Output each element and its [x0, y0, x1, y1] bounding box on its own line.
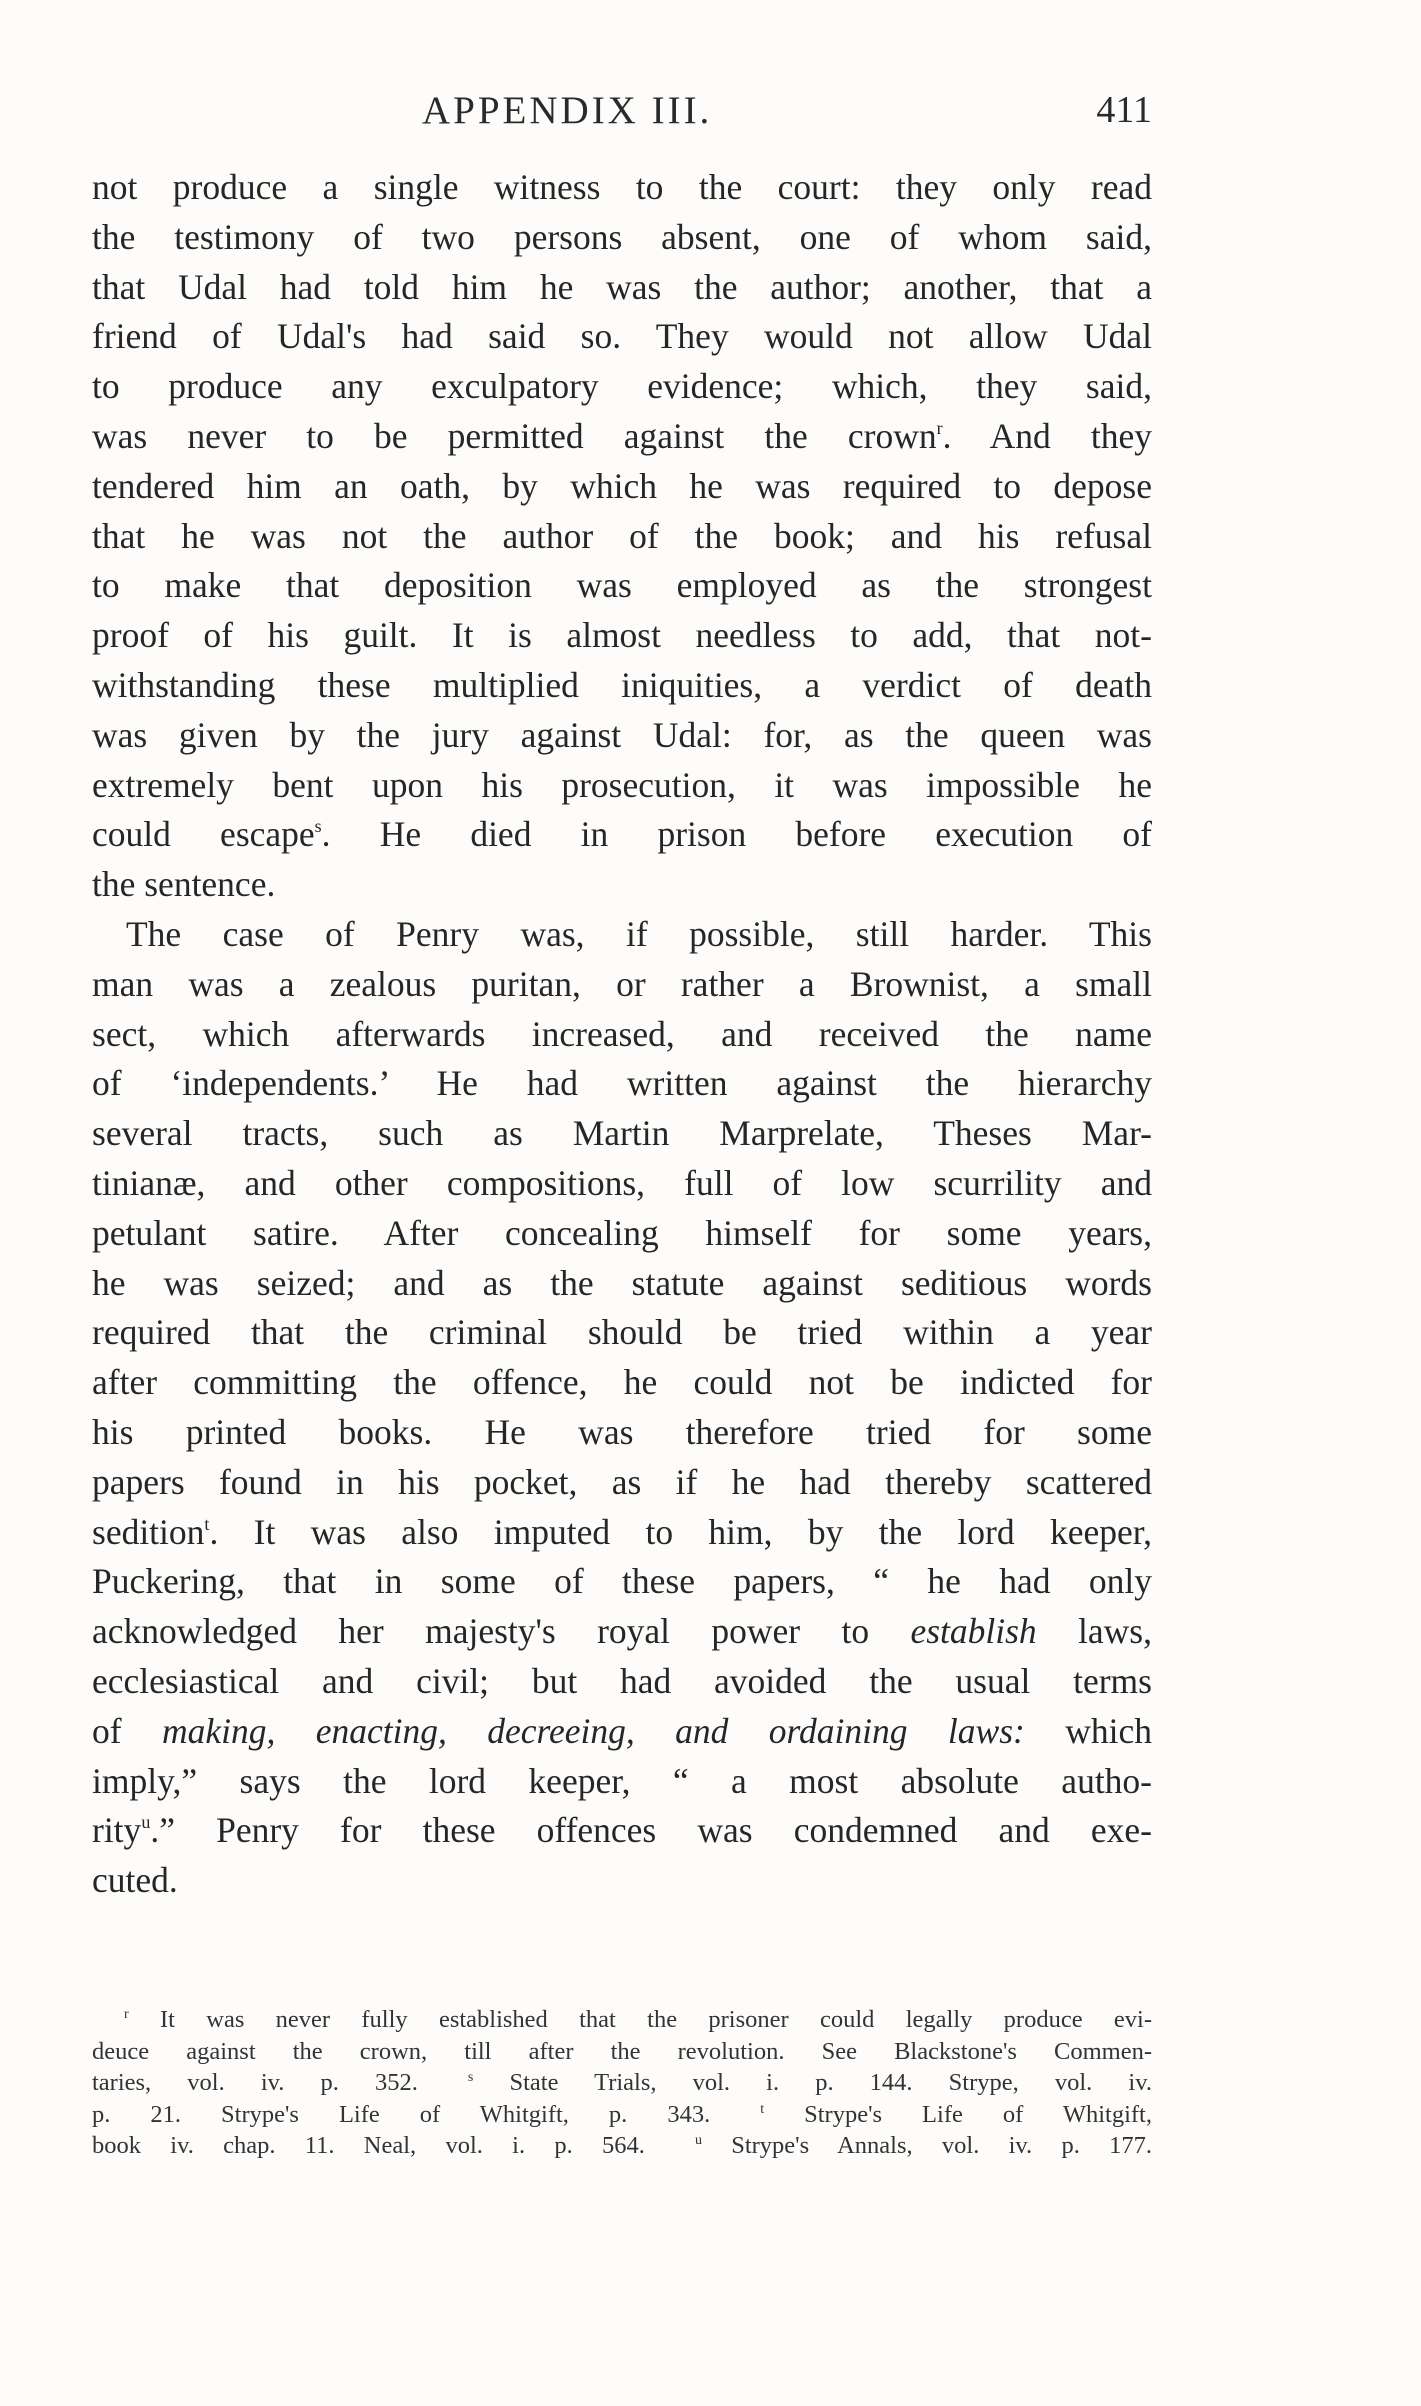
footnote-marker: s [467, 2070, 474, 2085]
page-number: 411 [1096, 89, 1152, 131]
footnote-line: deuce against the crown, till after the revolution. See Blackstone's Commen- [92, 2037, 1152, 2065]
text-line: of ‘independents.’ He had written against the hierarchy [92, 1063, 1152, 1104]
text-segment: rity [92, 1810, 142, 1851]
footnote-segment: p. 21. Strype's Life of Whitgift, p. 343. [92, 2100, 711, 2128]
text-line: man was a zealous puritan, or rather a Brownist, a small [92, 963, 1152, 1004]
footnote-line [92, 2130, 1152, 2162]
text-line: several tracts, such as Martin Marprelate, Theses Mar- [92, 1113, 1152, 1154]
footnote-marker: u [694, 2133, 702, 2148]
page-header [92, 88, 1152, 148]
text-line: tinianæ, and other compositions, full of low scurrility and [92, 1162, 1152, 1203]
footnote-marker: u [141, 1812, 151, 1833]
footnote-line [92, 2099, 1152, 2131]
footnote-line [92, 2067, 1152, 2099]
text-segment: .” Penry for these offences was condemned and exe- [150, 1810, 1152, 1851]
text-segment: of [92, 1710, 162, 1751]
text-segment: . And they [942, 415, 1152, 456]
text-line: extremely bent upon his prosecution, it was impossible he [92, 764, 1152, 805]
text-line: The case of Penry was, if possible, still harder. This [126, 913, 1152, 954]
text-line: after committing the offence, he could not be indicted for [92, 1362, 1152, 1403]
text-line [92, 1806, 1152, 1856]
text-segment: . It was also imputed to him, by the lord keeper, [209, 1511, 1152, 1552]
footnote-marker: r [936, 417, 943, 438]
footnote-segment: It was never fully established that the prisoner could legally produce evi- [128, 2006, 1152, 2033]
text-segment: sedition [92, 1511, 205, 1552]
footnote-marker: s [314, 816, 322, 837]
text-line: petulant satire. After concealing himself for some years, [92, 1212, 1152, 1253]
text-line: proof of his guilt. It is almost needless to add, that not- [92, 615, 1152, 656]
text-line: to produce any exculpatory evidence; which, they said, [92, 366, 1152, 407]
text-segment: could escape [92, 814, 315, 855]
text-segment: was never to be permitted against the crown [92, 415, 937, 456]
text-line: withstanding these multiplied iniquities, a verdict of death [92, 664, 1152, 705]
text-line: not produce a single witness to the court: they only read [92, 167, 1152, 207]
footnote-segment: taries, vol. iv. p. 352. [92, 2069, 418, 2096]
text-line: was given by the jury against Udal: for, as the queen was [92, 714, 1152, 755]
footnote-line [92, 2004, 1152, 2036]
italic-text: making, enacting, decreeing, and ordaining laws: [161, 1710, 1025, 1751]
text-segment: . He died in prison before execution of [321, 814, 1152, 855]
footnote-marker: r [124, 2007, 129, 2022]
footnotes [92, 2004, 1152, 2162]
text-line: to make that deposition was employed as the strongest [92, 565, 1152, 606]
text-line: that he was not the author of the book; and his refusal [92, 515, 1152, 556]
footnote-marker: t [760, 2101, 765, 2117]
text-line: the testimony of two persons absent, one of whom said, [92, 216, 1152, 257]
text-line [92, 1707, 1152, 1757]
text-line: ecclesiastical and civil; but had avoided the usual terms [92, 1660, 1152, 1701]
footnote-segment: Strype's Annals, vol. iv. p. 177. [701, 2132, 1153, 2159]
text-line [92, 1607, 1152, 1657]
footnote-segment: book iv. chap. 11. Neal, vol. i. p. 564. [92, 2132, 645, 2159]
text-line: imply,” says the lord keeper, “ a most absolute autho- [92, 1760, 1152, 1801]
text-segment: which [1024, 1710, 1152, 1751]
text-line: cuted. [92, 1860, 178, 1901]
text-line: papers found in his pocket, as if he had thereby scattered [92, 1461, 1152, 1502]
text-line [92, 1508, 1152, 1558]
text-line: he was seized; and as the statute against seditious words [92, 1262, 1152, 1303]
italic-text: establish [910, 1611, 1037, 1652]
text-segment: laws, [1036, 1611, 1152, 1652]
text-line: his printed books. He was therefore tried for some [92, 1411, 1152, 1452]
footnote-segment: State Trials, vol. i. p. 144. Strype, vol. iv. [473, 2069, 1153, 2096]
footnote-marker: t [204, 1513, 210, 1534]
text-line: required that the criminal should be tried within a year [92, 1312, 1152, 1353]
text-line: tendered him an oath, by which he was required to depose [92, 465, 1152, 506]
text-line: Puckering, that in some of these papers, “ he had only [92, 1561, 1152, 1602]
text-segment: acknowledged her majesty's royal power to [92, 1611, 911, 1652]
text-line: sect, which afterwards increased, and received the name [92, 1013, 1152, 1054]
running-head: APPENDIX III. [422, 89, 713, 132]
footnote-segment: Strype's Life of Whitgift, [764, 2100, 1152, 2128]
text-line [92, 412, 1152, 462]
text-line: the sentence. [92, 864, 276, 905]
text-line: that Udal had told him he was the author; another, that a [92, 266, 1152, 307]
body-text [92, 163, 1152, 1906]
text-line: friend of Udal's had said so. They would not allow Udal [92, 316, 1152, 357]
text-line [92, 810, 1152, 860]
